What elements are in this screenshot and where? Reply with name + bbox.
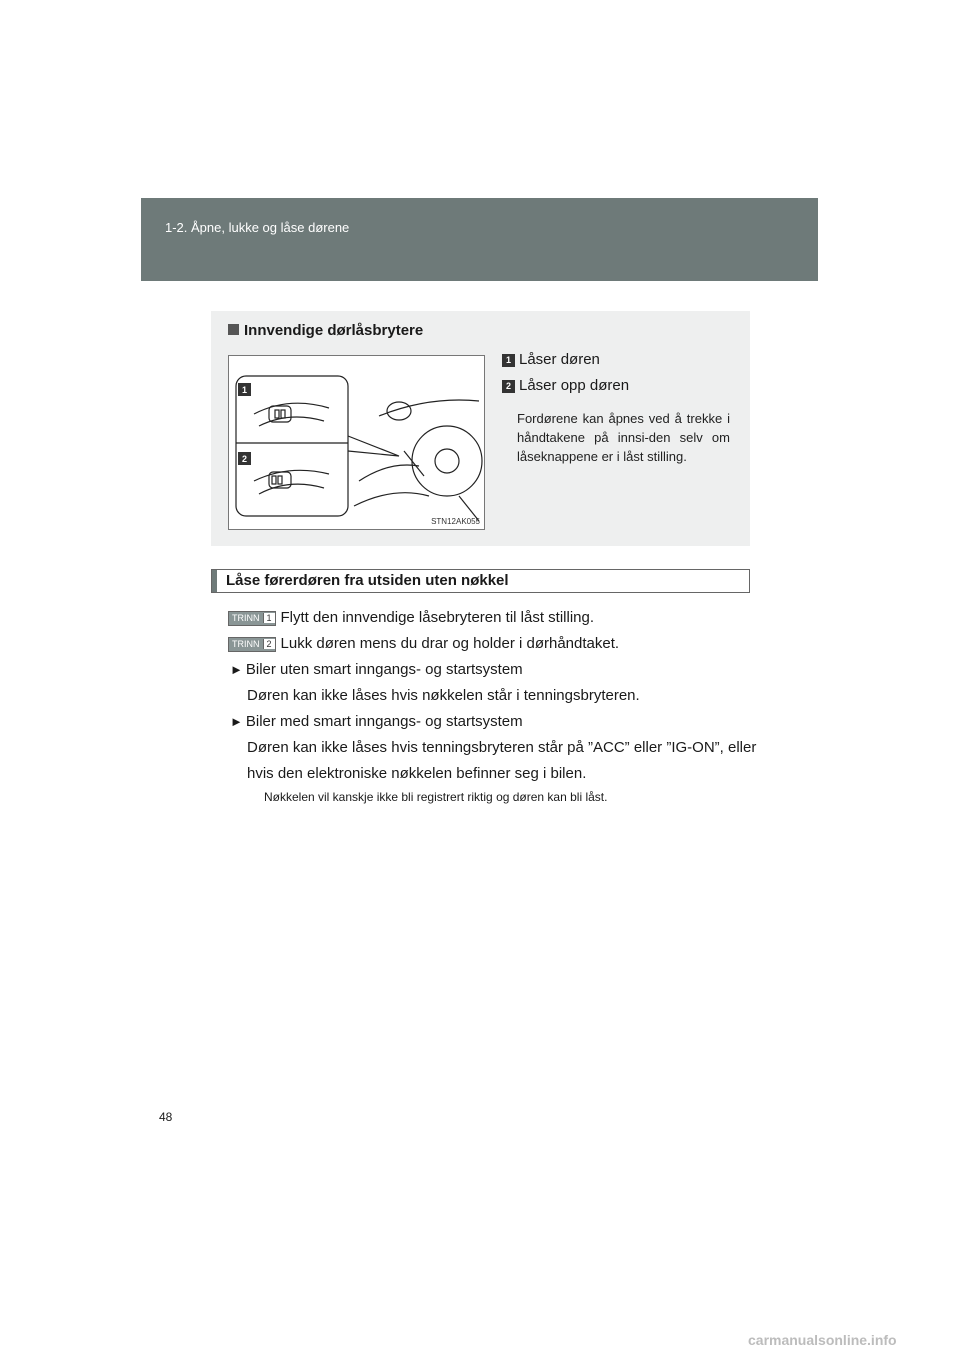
bullet-with-smart-entry	[230, 713, 523, 730]
legend-label: Låser døren	[519, 351, 600, 368]
step-tag: TRINN	[232, 639, 260, 649]
step-badge	[228, 637, 276, 652]
section-title: 1-2. Åpne, lukke og låse dørene	[165, 220, 350, 235]
step-number: 1	[263, 613, 275, 623]
page-number: 48	[159, 1110, 173, 1124]
step-text: Lukk døren mens du drar og holder i dørhåndtaket.	[280, 635, 620, 652]
section-heading-text: Låse førerdøren fra utsiden uten nøkkel	[226, 572, 509, 589]
watermark: carmanualsonline.info	[748, 1332, 897, 1348]
door-lock-figure	[228, 355, 485, 530]
svg-text:1: 1	[241, 385, 248, 395]
step-badge	[228, 611, 276, 626]
number-badge-icon: 2	[502, 380, 515, 393]
section-heading	[211, 569, 750, 593]
legend-item-lock	[502, 351, 600, 368]
bullet-title: Biler med smart inngangs- og startsystem	[245, 713, 523, 730]
header-band	[141, 198, 818, 281]
bullet-title: Biler uten smart inngangs- og startsystem	[245, 661, 523, 678]
door-lock-illustration	[229, 356, 484, 529]
square-bullet-icon	[228, 324, 239, 335]
number-badge-icon: 1	[502, 354, 515, 367]
triangle-bullet-icon: ►	[230, 662, 243, 677]
bullet-text: Døren kan ikke låses hvis tenningsbryteren står på ”ACC” eller ”IG-ON”, eller hvis den elektroniske nøkkelen befinner seg i bilen.	[247, 739, 757, 782]
step-number: 2	[263, 639, 275, 649]
legend-item-unlock	[502, 377, 629, 394]
legend-label: Låser opp døren	[519, 377, 630, 394]
figure-code: STN12AK055	[431, 517, 480, 526]
info-box-title	[228, 322, 423, 339]
step-2	[228, 635, 619, 652]
step-1	[228, 609, 594, 626]
bullet-text: Døren kan ikke låses hvis nøkkelen står i tenningsbryteren.	[247, 687, 640, 704]
info-box-title-text: Innvendige dørlåsbrytere	[244, 322, 424, 339]
step-text: Flytt den innvendige låsebryteren til låst stilling.	[280, 609, 595, 626]
heading-accent	[212, 570, 217, 592]
svg-text:2: 2	[241, 454, 248, 464]
step-tag: TRINN	[232, 613, 260, 623]
small-note: Nøkkelen vil kanskje ikke bli registrert riktig og døren kan bli låst.	[264, 790, 608, 804]
triangle-bullet-icon: ►	[230, 714, 243, 729]
info-box	[211, 311, 750, 546]
legend-note: Fordørene kan åpnes ved å trekke i håndtakene på innsi-den selv om låseknappene er i låst stilling.	[517, 411, 730, 464]
bullet-without-smart-entry	[230, 661, 523, 678]
